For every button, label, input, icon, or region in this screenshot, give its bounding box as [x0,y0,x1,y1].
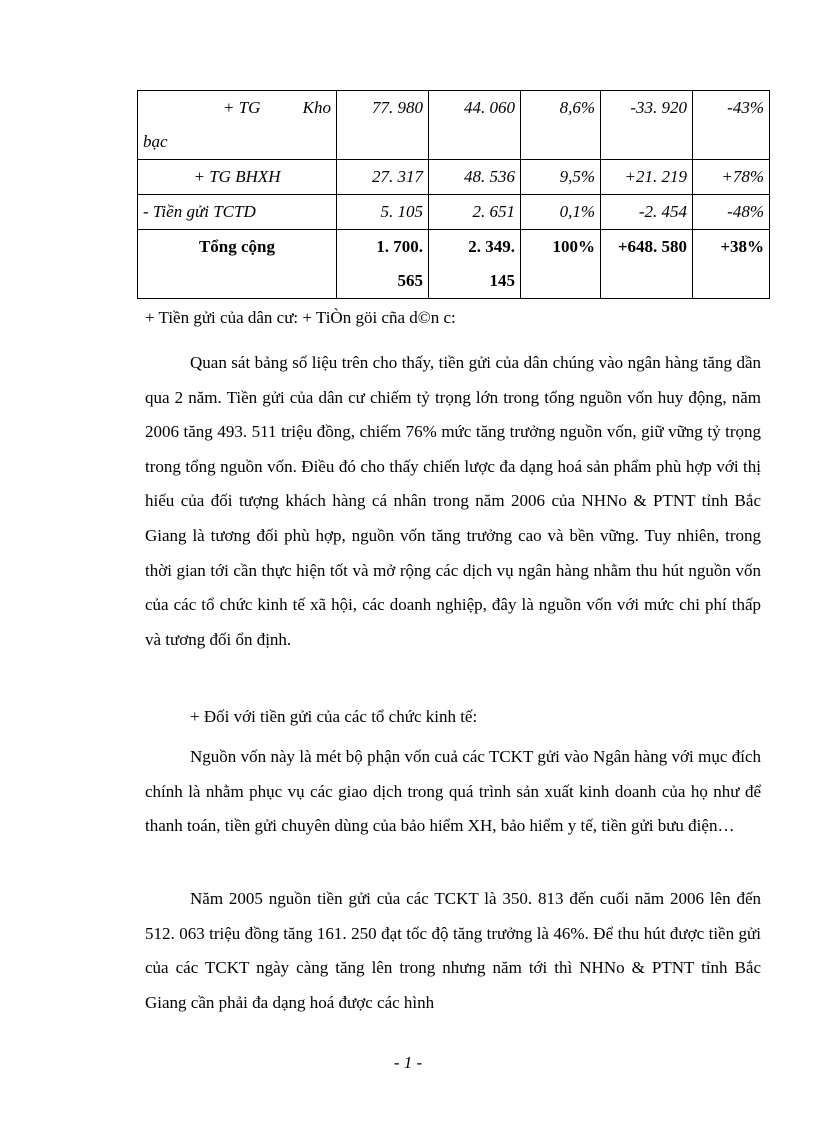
subheading-residents: + Tiền gửi của dân cư: + TiÒn göi cña d©n c: [145,308,456,327]
cell-2005: 5. 105 [337,195,429,230]
cell-percent: -43% [693,91,770,160]
cell-2006: 2. 349. 145 [429,230,521,299]
cell-change: -2. 454 [601,195,693,230]
cell-change: +21. 219 [601,160,693,195]
paragraph-residents: Quan sát bảng số liệu trên cho thấy, tiền gửi của dân chúng vào ngân hàng tăng dần qua 2 năm. Tiền gửi của dân cư chiếm tỷ trọng lớn trong tổng nguồn vốn huy động, năm 2006 tăng 493. 511 triệu đồng, chiếm 76% mức tăng trưởng nguồn vốn, giữ vững tỷ trọng trong tổng nguồn vốn. Điều đó cho thấy chiến lược đa dạng hoá sản phẩm phù hợp với thị hiếu của đối tượng khách hàng cá nhân trong năm 2006 của NHNo & PTNT tỉnh Bắc Giang là tương đối phù hợp, nguồn vốn tăng trưởng cao và bền vững. Tuy nhiên, trong thời gian tới cần thực hiện tốt và mở rộng các dịch vụ ngân hàng nhằm thu hút nguồn vốn của các tổ chức kinh tế xã hội, các doanh nghiệp, đây là nguồn vốn với mức chi phí thấp và tương đối ổn định. [145,353,761,649]
deposit-table [137,90,770,299]
row-label: + TG Kho bạc [138,91,337,160]
cell-2006: 48. 536 [429,160,521,195]
page-number: - 1 - [393,1053,423,1072]
cell-share: 0,1% [521,195,601,230]
table-row [138,195,770,230]
cell-percent: -48% [693,195,770,230]
subheading-economic-orgs: + Đối với tiền gửi của các tổ chức kinh tế: [190,707,478,726]
cell-change: +648. 580 [601,230,693,299]
table-row [138,160,770,195]
paragraph-growth: Năm 2005 nguồn tiền gửi của các TCKT là 350. 813 đến cuối năm 2006 lên đến 512. 063 triệu đồng tăng 161. 250 đạt tốc độ tăng trưởng là 46%. Để thu hút được tiền gửi của các TCKT ngày càng tăng lên trong nhưng năm tới thì NHNo & PTNT tỉnh Bắc Giang cần phải đa dạng hoá được các hình [145,889,761,1012]
cell-2005: 77. 980 [337,91,429,160]
cell-change: -33. 920 [601,91,693,160]
cell-2006: 44. 060 [429,91,521,160]
row-label: + TG BHXH [138,160,337,195]
row-label: Tổng cộng [138,230,337,299]
cell-share: 9,5% [521,160,601,195]
cell-share: 100% [521,230,601,299]
cell-2005: 1. 700. 565 [337,230,429,299]
paragraph-economic-orgs: Nguồn vốn này là mét bộ phận vốn cuả các TCKT gửi vào Ngân hàng với mục đích chính là nhằm phục vụ các giao dịch trong quá trình sản xuất kinh doanh của họ như để thanh toán, tiền gửi chuyên dùng của bảo hiểm XH, bảo hiểm y tế, tiền gửi bưu điện… [145,747,761,836]
cell-2006: 2. 651 [429,195,521,230]
cell-percent: +78% [693,160,770,195]
cell-2005: 27. 317 [337,160,429,195]
row-label: - Tiền gửi TCTD [138,195,337,230]
cell-share: 8,6% [521,91,601,160]
table-row [138,91,770,160]
cell-percent: +38% [693,230,770,299]
table-row-total [138,230,770,299]
